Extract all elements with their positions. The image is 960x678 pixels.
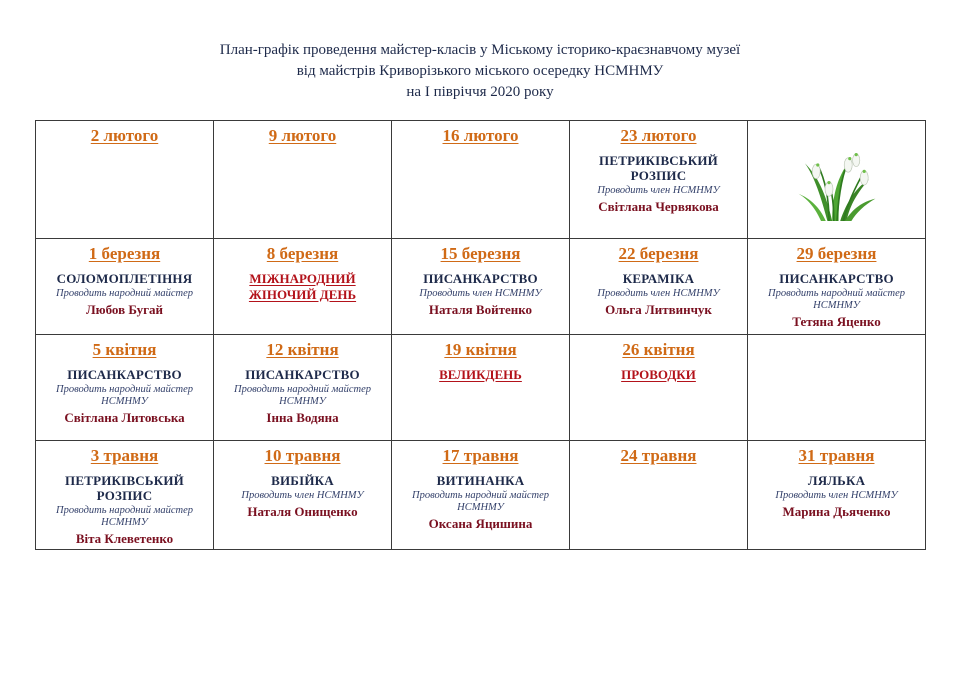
host-role: Проводить народний майстер НСМНМУ: [412, 490, 549, 513]
date-label: 3 травня: [90, 446, 159, 465]
schedule-row: [36, 121, 926, 239]
master-name: Ольга Литвинчук: [605, 302, 712, 317]
master-name: Світлана Литовська: [64, 410, 185, 425]
date-label: 16 лютого: [442, 126, 519, 145]
heading-line-2: від майстрів Криворізького міського осередку НСМНМУ: [296, 63, 664, 79]
host-role: Проводить народний майстер НСМНМУ: [56, 505, 193, 528]
schedule-cell: [748, 239, 926, 335]
craft-name: ПИСАНКАРСТВО: [423, 271, 538, 286]
master-name: Інна Водяна: [266, 410, 339, 425]
master-name: Віта Клеветенко: [75, 531, 174, 546]
date-label: 10 травня: [264, 446, 341, 465]
schedule-table: [35, 120, 926, 550]
schedule-cell: [214, 121, 392, 239]
schedule-cell: [214, 239, 392, 335]
date-label: 26 квітня: [622, 340, 695, 359]
schedule-cell: [214, 441, 392, 550]
snowdrops-icon: [787, 141, 887, 221]
craft-name: ВИБІЙКА: [271, 473, 334, 488]
schedule-cell: [36, 121, 214, 239]
master-name: Оксана Яцишина: [428, 516, 533, 531]
date-label: 2 лютого: [90, 126, 159, 145]
craft-name: ПИСАНКАРСТВО: [67, 367, 182, 382]
schedule-cell: [570, 239, 748, 335]
schedule-cell: [36, 239, 214, 335]
schedule-cell: [214, 335, 392, 441]
schedule-row: [36, 239, 926, 335]
host-role: Проводить народний майстер: [56, 288, 193, 299]
master-name: Тетяна Яценко: [792, 314, 881, 329]
date-label: 1 березня: [88, 244, 161, 263]
schedule-cell: [570, 121, 748, 239]
master-name: Наталя Войтенко: [428, 302, 533, 317]
date-label: 8 березня: [266, 244, 339, 263]
date-label: 5 квітня: [92, 340, 157, 359]
schedule-cell: [36, 335, 214, 441]
heading-line-1: План-графік проведення майстер-класів у Міському історико-краєзнавчому музеї: [219, 42, 741, 58]
date-label: 15 березня: [440, 244, 521, 263]
schedule-cell: [392, 121, 570, 239]
host-role: Проводить народний майстер НСМНМУ: [56, 384, 193, 407]
holiday-label: ПРОВОДКИ: [621, 367, 696, 382]
host-role: Проводить народний майстер НСМНМУ: [234, 384, 371, 407]
host-role: Проводить член НСМНМУ: [597, 288, 720, 299]
holiday-label: ВЕЛИКДЕНЬ: [439, 367, 522, 382]
host-role: Проводить член НСМНМУ: [419, 288, 542, 299]
date-label: 12 квітня: [266, 340, 339, 359]
schedule-cell: [570, 441, 748, 550]
craft-name: ПЕТРИКІВСЬКИЙ РОЗПИС: [599, 153, 718, 183]
schedule-cell: [36, 441, 214, 550]
document-heading: [0, 40, 960, 103]
craft-name: ЛЯЛЬКА: [807, 473, 866, 488]
date-label: 9 лютого: [268, 126, 337, 145]
schedule-row: [36, 335, 926, 441]
craft-name: ПИСАНКАРСТВО: [245, 367, 360, 382]
schedule-cell: [392, 441, 570, 550]
master-name: Марина Дьяченко: [782, 504, 891, 519]
craft-name: ВИТИНАНКА: [436, 473, 525, 488]
snowdrops-cell: [748, 121, 926, 239]
craft-name: ПИСАНКАРСТВО: [779, 271, 894, 286]
schedule-cell: [392, 239, 570, 335]
craft-name: ПЕТРИКІВСЬКИЙ РОЗПИС: [65, 473, 184, 503]
date-label: 29 березня: [796, 244, 877, 263]
date-label: 19 квітня: [444, 340, 517, 359]
craft-name: КЕРАМІКА: [622, 271, 695, 286]
heading-line-3: на І півріччя 2020 року: [406, 84, 554, 100]
date-label: 31 травня: [798, 446, 875, 465]
craft-name: СОЛОМОПЛЕТІННЯ: [56, 271, 193, 286]
schedule-cell: [392, 335, 570, 441]
date-label: 24 травня: [620, 446, 697, 465]
host-role: Проводить член НСМНМУ: [241, 490, 364, 501]
master-name: Світлана Червякова: [598, 199, 719, 214]
master-name: Наталя Онищенко: [247, 504, 358, 519]
holiday-label: МІЖНАРОДНИЙ ЖІНОЧИЙ ДЕНЬ: [248, 271, 357, 302]
master-name: Любов Бугай: [85, 302, 164, 317]
date-label: 22 березня: [618, 244, 699, 263]
host-role: Проводить член НСМНМУ: [775, 490, 898, 501]
host-role: Проводить народний майстер НСМНМУ: [768, 288, 905, 311]
schedule-cell: [570, 335, 748, 441]
date-label: 17 травня: [442, 446, 519, 465]
schedule-cell: [748, 441, 926, 550]
host-role: Проводить член НСМНМУ: [597, 185, 720, 196]
date-label: 23 лютого: [620, 126, 697, 145]
schedule-cell: [748, 335, 926, 441]
schedule-row: [36, 441, 926, 550]
